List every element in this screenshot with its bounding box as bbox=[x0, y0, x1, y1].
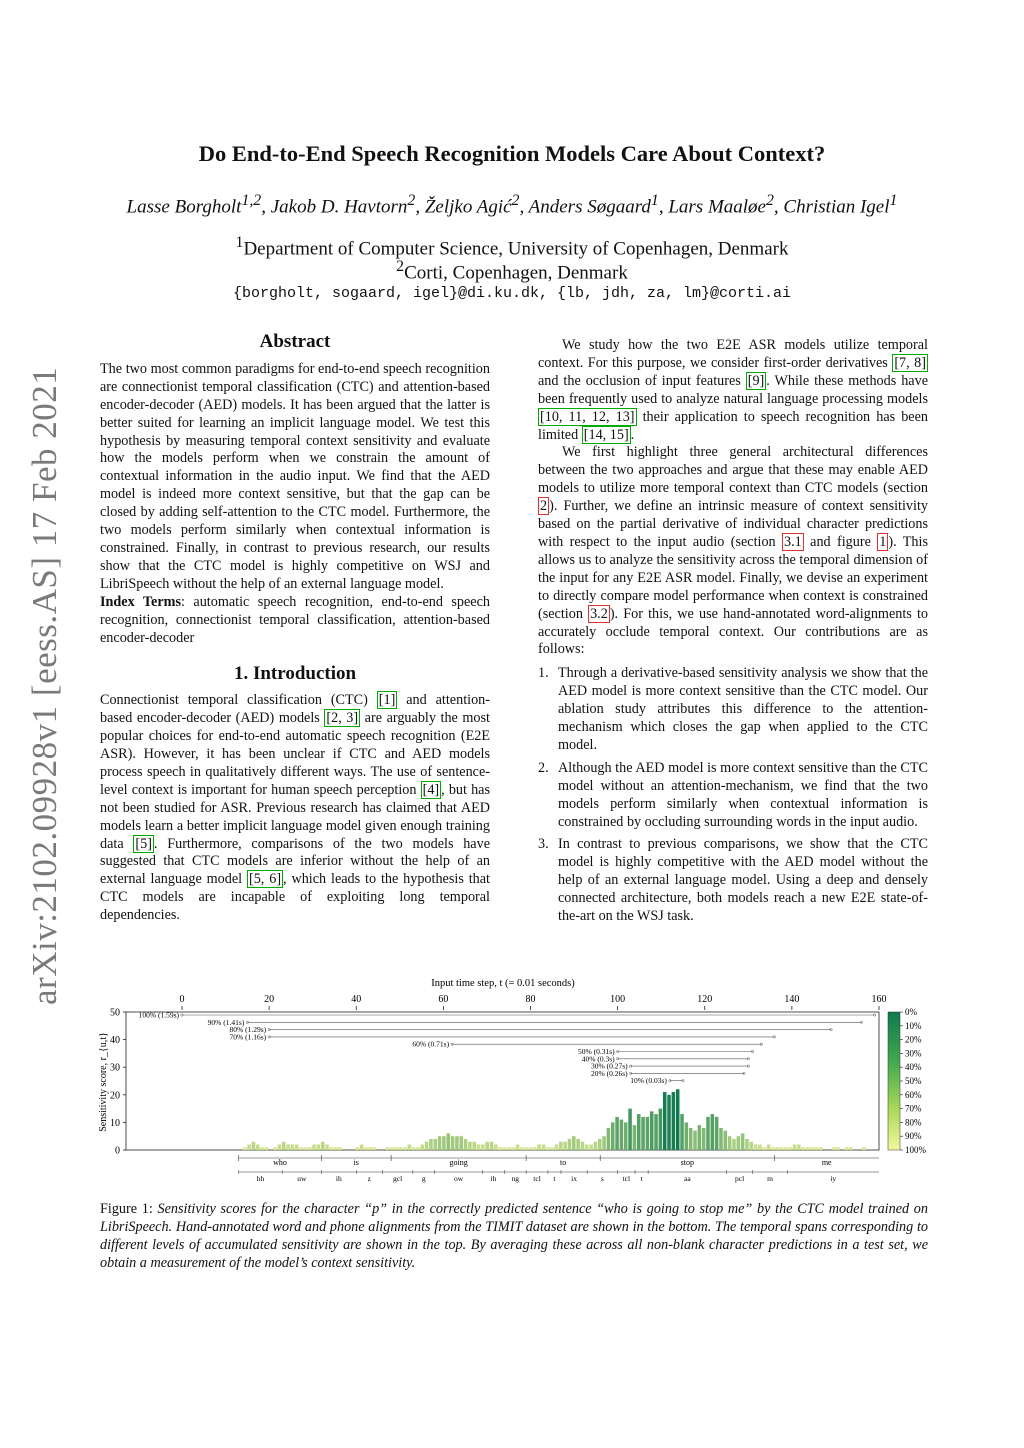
bar bbox=[477, 1144, 481, 1150]
bar bbox=[503, 1147, 507, 1150]
bar bbox=[364, 1147, 368, 1150]
colorbar-label: 0% bbox=[905, 1007, 917, 1017]
arxiv-side-banner: arXiv:2102.09928v1 [eess.AS] 17 Feb 2021 bbox=[25, 366, 64, 1005]
bar bbox=[412, 1147, 416, 1150]
top-tick-label: 60 bbox=[438, 994, 449, 1005]
bar bbox=[576, 1139, 580, 1150]
bar bbox=[498, 1147, 502, 1150]
bar bbox=[308, 1147, 312, 1150]
citation-link[interactable]: [5, 6] bbox=[248, 871, 282, 888]
bar bbox=[494, 1144, 498, 1150]
intro-heading: 1. Introduction bbox=[233, 663, 357, 685]
bar bbox=[832, 1147, 836, 1150]
bar bbox=[819, 1147, 823, 1150]
list-item: 3. In contrast to previous comparisons, we show that the CTC model is highly competitive with the AED model without the help of an external language model. Using a deep and densely connected architecture, both models reach a new E2E state-of-the-art on the WSJ task. bbox=[538, 836, 928, 925]
bar bbox=[546, 1147, 550, 1150]
bar bbox=[550, 1147, 554, 1150]
word-label: stop bbox=[680, 1158, 694, 1167]
alignment-track bbox=[239, 1155, 879, 1183]
word-label: is bbox=[353, 1158, 359, 1167]
citation-link[interactable]: [1] bbox=[378, 692, 396, 709]
bar bbox=[672, 1092, 676, 1150]
bar bbox=[282, 1142, 286, 1150]
bar bbox=[784, 1147, 788, 1150]
colorbar-label: 50% bbox=[905, 1076, 922, 1086]
sensitivity-figure bbox=[95, 972, 945, 1192]
bar bbox=[763, 1147, 767, 1150]
section-link[interactable]: 3.2 bbox=[590, 605, 608, 622]
bar bbox=[637, 1114, 641, 1150]
bar bbox=[598, 1139, 602, 1150]
phone-label: uw bbox=[297, 1174, 307, 1183]
phone-label: tcl bbox=[533, 1174, 541, 1183]
bar bbox=[472, 1142, 476, 1150]
section-link[interactable]: 2 bbox=[540, 498, 548, 515]
y-tick-label: 10 bbox=[110, 1117, 120, 1129]
top-tick-label: 140 bbox=[784, 994, 800, 1005]
bar bbox=[386, 1147, 390, 1150]
top-tick-label: 100 bbox=[610, 994, 626, 1005]
bar bbox=[421, 1144, 425, 1150]
top-tick-label: 20 bbox=[264, 994, 275, 1005]
colorbar-label: 20% bbox=[905, 1034, 922, 1045]
word-label: to bbox=[560, 1158, 567, 1167]
index-terms: Index Terms: automatic speech recognition, end-to-end speech recognition, connectionist temporal classification, attention-based encoder-decoder bbox=[100, 593, 490, 646]
bar bbox=[745, 1139, 749, 1150]
bar bbox=[395, 1147, 399, 1150]
bar bbox=[481, 1144, 485, 1150]
bar bbox=[451, 1136, 455, 1150]
section-link[interactable]: 3.1 bbox=[784, 533, 802, 550]
bar bbox=[433, 1139, 437, 1150]
bar bbox=[520, 1147, 524, 1150]
bar bbox=[836, 1147, 840, 1150]
abstract-heading: Abstract bbox=[259, 331, 331, 352]
bar bbox=[641, 1117, 645, 1150]
top-tick-label: 160 bbox=[871, 994, 887, 1005]
bar bbox=[611, 1122, 615, 1150]
bar bbox=[667, 1095, 671, 1150]
phone-label: tcl bbox=[622, 1174, 631, 1183]
bar bbox=[814, 1147, 818, 1150]
bar bbox=[265, 1147, 269, 1150]
bar bbox=[529, 1147, 533, 1150]
bar bbox=[685, 1122, 689, 1150]
list-item: 1. Through a derivative-based sensitivity analysis we show that the AED model is more context sensitive than the CTC model. Our ablation study attributes this difference to the attention-mechanism which closes the gap when applied to the CTC model. bbox=[538, 665, 928, 753]
bar bbox=[325, 1144, 329, 1150]
body-paragraph: We first highlight three general architectural differences between the two approaches and argue that these may enable AED models to utilize more temporal context than CTC models (section 2 ). Further, we define an intrinsic measure of context sensitivity based on the partial derivative of individual character predictions with respect to the input audio (section 3.1 and figure 1 ). This allows us to analyze the sensitivity across the temporal dimension of the input for any E2E ASR model. Finally, we devise an experiment to directly compare model performance when context is constrained (section 3.2 ). For this, we use hand-annotated word-alignments to accurately occlude temporal context. Our contributions are as follows: bbox=[538, 444, 929, 658]
bar bbox=[680, 1114, 684, 1150]
bar bbox=[555, 1144, 559, 1150]
colorbar-label: 40% bbox=[905, 1062, 922, 1073]
top-tick-label: 0 bbox=[179, 994, 185, 1005]
bar bbox=[659, 1109, 663, 1150]
y-tick-label: 50 bbox=[110, 1007, 120, 1019]
bar bbox=[247, 1144, 251, 1150]
author-name: Jakob D. Havtorn bbox=[270, 196, 408, 218]
y-tick-label: 40 bbox=[110, 1035, 120, 1047]
bar bbox=[728, 1136, 732, 1150]
colorbar bbox=[888, 1007, 927, 1155]
bar bbox=[594, 1142, 598, 1150]
phone-label: ng bbox=[511, 1174, 520, 1183]
phone-label: hh bbox=[256, 1174, 265, 1183]
bar bbox=[516, 1144, 520, 1150]
bar bbox=[317, 1144, 321, 1150]
bar bbox=[750, 1142, 754, 1150]
bar bbox=[607, 1128, 611, 1150]
bar bbox=[845, 1147, 849, 1150]
author-list: Lasse Borgholt$^{1,2}$, Jakob D. Havtorn$^2$, Željko Agić$^2$, Anders Søgaard$^1$, Lars Maaløe$^2$, Christian Igel$^1$ bbox=[126, 192, 898, 218]
bar bbox=[633, 1125, 637, 1150]
bar bbox=[438, 1136, 442, 1150]
bar bbox=[446, 1133, 450, 1150]
bar bbox=[256, 1144, 260, 1150]
phone-label: s bbox=[600, 1174, 604, 1183]
figure-caption: Figure 1: Sensitivity scores for the character “p” in the correctly predicted sentence “who is going to stop me” by the CTC model trained on LibriSpeech. Hand-annotated word and phone alignments from the TIMIT dataset are shown in the bottom. The temporal spans corresponding to different levels of accumulated sensitivity are shown in the top. By averaging these across all non-blank character predictions in a test set, we obtain a measurement of the model’s context sensitivity. bbox=[100, 1201, 928, 1271]
colorbar-label: 60% bbox=[905, 1089, 922, 1100]
phone-label: ow bbox=[454, 1174, 464, 1183]
colorbar-label: 100% bbox=[905, 1145, 926, 1155]
colorbar-label: 10% bbox=[905, 1020, 922, 1031]
bar bbox=[542, 1144, 546, 1150]
bar bbox=[702, 1128, 706, 1150]
bars bbox=[243, 1089, 866, 1150]
bar bbox=[628, 1109, 632, 1150]
phone-label: t bbox=[640, 1174, 643, 1183]
bar bbox=[741, 1133, 745, 1150]
colorbar-label: 70% bbox=[905, 1103, 922, 1114]
bar bbox=[693, 1131, 697, 1150]
y-tick-label: 30 bbox=[110, 1062, 120, 1074]
bar bbox=[338, 1147, 342, 1150]
affiliation-1: $^1$Department of Computer Science, University of Copenhagen, Denmark bbox=[235, 234, 789, 260]
bar bbox=[602, 1136, 606, 1150]
phone-label: ih bbox=[490, 1174, 497, 1183]
bar bbox=[286, 1144, 290, 1150]
bar bbox=[581, 1142, 585, 1150]
author-name: Lasse Borgholt bbox=[126, 196, 242, 218]
phone-label: gcl bbox=[393, 1174, 403, 1183]
phone-label: m bbox=[767, 1174, 774, 1183]
author-name: Željko Agić bbox=[424, 196, 512, 218]
y-tick-label: 20 bbox=[110, 1090, 120, 1102]
abstract-text: The two most common paradigms for end-to-end speech recognition are connectionist temporal classification (CTC) and attention-based encoder-decoder (AED) models. It has been argued that the latter is better suited for learning an implicit language model. We test this hypothesis by measuring temporal context sensitivity and evaluate how the models perform when we constrain the amount of contextual information in the audio input. We find that the AED model is indeed more context sensitive, but that the gap can be closed by adding self-attention to the CTC model. Furthermore, the two models perform similarly when contextual information is constrained. Finally, in contrast to previous research, our results show that the CTC model is highly competitive on WSJ and LibriSpeech without the help of an external language model. bbox=[100, 360, 490, 592]
phone-label: ix bbox=[571, 1174, 577, 1183]
bar bbox=[511, 1147, 515, 1150]
bar bbox=[243, 1147, 247, 1150]
bar bbox=[416, 1147, 420, 1150]
bar bbox=[373, 1147, 377, 1150]
bar bbox=[732, 1139, 736, 1150]
span-label: 50% (0.31s) bbox=[577, 1047, 615, 1056]
bar bbox=[295, 1144, 299, 1150]
bar bbox=[810, 1147, 814, 1150]
bar bbox=[507, 1147, 511, 1150]
bar bbox=[719, 1128, 723, 1150]
bar bbox=[321, 1142, 325, 1150]
bar bbox=[715, 1117, 719, 1150]
intro-paragraph: Connectionist temporal classification (CTC) [1] and attention-based encoder-decoder (AED) models [2, 3] are arguably the most popular choices for end-to-end automatic speech recognition (E2E ASR). However, it has been unclear if CTC and AED models process speech in qualitatively different ways. The use of sentence-level context is important for human speech perception [4] , but has not been studied for ASR. Previous research has claimed that AED models learn a better implicit language model given enough training data [5] . Furthermore, comparisons of the two models have suggested that CTC models are inferior without the help of an external language model [5, 6] , which leads to the hypothesis that CTC models are incapable of exploiting long temporal dependencies. bbox=[100, 692, 490, 924]
colorbar-label: 30% bbox=[905, 1048, 922, 1059]
y-axis-ticks bbox=[110, 1008, 126, 1157]
list-item: 2. Although the AED model is more context sensitive than the CTC model without an attention-mechanism, we find that the two models perform similarly when contextual information is constrained by occluding surrounding words in the input audio. bbox=[538, 759, 928, 830]
bar bbox=[455, 1136, 459, 1150]
bar bbox=[663, 1092, 667, 1150]
author-name: Lars Maaløe bbox=[668, 196, 766, 218]
phone-label: iy bbox=[830, 1174, 837, 1183]
bar bbox=[767, 1144, 771, 1150]
bar bbox=[468, 1142, 472, 1150]
bar bbox=[689, 1128, 693, 1150]
bar bbox=[758, 1144, 762, 1150]
paper-title: Do End-to-End Speech Recognition Models Care About Context? bbox=[198, 141, 826, 166]
span-label: 100% (1.59s) bbox=[138, 1010, 179, 1020]
body-paragraph: We study how the two E2E ASR models utilize temporal context. For this purpose, we consider first-order derivatives [7, 8] and the occlusion of input features [9] . While these methods have been frequently used to analyze natural language processing models [10, 11, 12, 13] their application to speech recognition has been limited [14, 15] . bbox=[538, 337, 928, 443]
bar bbox=[304, 1147, 308, 1150]
bar bbox=[788, 1147, 792, 1150]
bar bbox=[797, 1144, 801, 1150]
bar bbox=[711, 1114, 715, 1150]
word-label: me bbox=[821, 1158, 832, 1167]
citation-link[interactable]: [7, 8] bbox=[894, 354, 926, 371]
bar bbox=[399, 1147, 403, 1150]
bar bbox=[490, 1142, 494, 1150]
bar bbox=[801, 1147, 805, 1150]
sensitivity-spans bbox=[139, 1011, 876, 1086]
bar bbox=[620, 1120, 624, 1150]
bar bbox=[775, 1147, 779, 1150]
bar bbox=[334, 1147, 338, 1150]
citation-link[interactable]: [2, 3] bbox=[326, 710, 359, 727]
y-axis-label: Sensitivity score, r_{u,t} bbox=[98, 1032, 109, 1132]
citation-link[interactable]: [4] bbox=[422, 781, 440, 798]
left-column bbox=[100, 333, 490, 925]
bar bbox=[624, 1122, 628, 1150]
top-axis-label: Input time step, t (= 0.01 seconds) bbox=[431, 978, 575, 989]
citation-link[interactable]: [10, 11, 12, 13] bbox=[540, 408, 635, 425]
citation-link[interactable]: [5] bbox=[135, 835, 152, 852]
colorbar-label: 90% bbox=[905, 1131, 922, 1142]
bar bbox=[533, 1147, 537, 1150]
top-tick-label: 40 bbox=[351, 994, 362, 1005]
colorbar-label: 80% bbox=[905, 1117, 922, 1128]
y-tick-label: 0 bbox=[115, 1145, 120, 1157]
bar bbox=[485, 1142, 489, 1150]
top-tick-label: 80 bbox=[525, 994, 536, 1005]
bar bbox=[737, 1136, 741, 1150]
bar bbox=[559, 1142, 563, 1150]
word-label: who bbox=[273, 1158, 287, 1167]
bar bbox=[291, 1144, 295, 1150]
author-emails: {borgholt, sogaard, igel}@di.ku.dk, {lb, jdh, za, lm}@corti.ai bbox=[232, 285, 792, 302]
bar bbox=[252, 1142, 256, 1150]
bar bbox=[585, 1144, 589, 1150]
bar bbox=[369, 1147, 373, 1150]
bar bbox=[676, 1089, 680, 1150]
bar bbox=[793, 1144, 797, 1150]
bar bbox=[408, 1144, 412, 1150]
phone-label: aa bbox=[683, 1174, 691, 1183]
bar bbox=[654, 1114, 658, 1150]
bar bbox=[568, 1139, 572, 1150]
phone-label: z bbox=[367, 1174, 371, 1183]
bar bbox=[278, 1144, 282, 1150]
bar bbox=[260, 1147, 264, 1150]
citation-link[interactable]: [14, 15] bbox=[583, 426, 629, 443]
author-name: Anders Søgaard bbox=[528, 196, 651, 218]
bar bbox=[806, 1147, 810, 1150]
phone-label: g bbox=[421, 1174, 426, 1183]
span-label: 60% (0.71s) bbox=[412, 1039, 450, 1049]
bar bbox=[524, 1147, 528, 1150]
bar bbox=[356, 1147, 360, 1150]
span-label: 90% (1.41s) bbox=[207, 1017, 245, 1027]
bar bbox=[360, 1144, 364, 1150]
bar bbox=[862, 1147, 866, 1150]
bar bbox=[464, 1139, 468, 1150]
bar bbox=[646, 1117, 650, 1150]
bar bbox=[754, 1144, 758, 1150]
bar bbox=[698, 1125, 702, 1150]
bar bbox=[771, 1147, 775, 1150]
bar bbox=[390, 1147, 394, 1150]
span-label: 20% (0.26s) bbox=[591, 1068, 628, 1078]
bar bbox=[537, 1144, 541, 1150]
bar bbox=[572, 1136, 576, 1150]
phone-label: pcl bbox=[735, 1174, 745, 1183]
top-tick-label: 120 bbox=[697, 994, 713, 1005]
span-label: 40% (0.3s) bbox=[581, 1054, 615, 1064]
bar bbox=[299, 1147, 303, 1150]
bar bbox=[273, 1147, 277, 1150]
phone-label: ih bbox=[335, 1174, 342, 1183]
right-column bbox=[538, 337, 928, 931]
bar bbox=[650, 1111, 654, 1150]
bar bbox=[330, 1147, 334, 1150]
phone-label: t bbox=[553, 1174, 556, 1183]
span-label: 70% (1.16s) bbox=[229, 1032, 267, 1042]
bar bbox=[615, 1117, 619, 1150]
bar bbox=[425, 1142, 429, 1150]
bar bbox=[849, 1147, 853, 1150]
bar bbox=[563, 1142, 567, 1150]
affiliation-2: $^2$Corti, Copenhagen, Denmark bbox=[396, 258, 628, 284]
word-label: going bbox=[449, 1158, 468, 1167]
bar bbox=[724, 1131, 728, 1150]
citation-link[interactable]: [9] bbox=[747, 372, 765, 389]
figure-link[interactable]: 1 bbox=[879, 533, 887, 550]
bar bbox=[459, 1136, 463, 1150]
span-label: 10% (0.03s) bbox=[630, 1076, 667, 1086]
top-axis-ticks bbox=[180, 994, 887, 1010]
contributions-list bbox=[538, 665, 928, 926]
bar bbox=[442, 1136, 446, 1150]
bar bbox=[589, 1144, 593, 1150]
author-name: Christian Igel bbox=[783, 196, 890, 218]
bar bbox=[312, 1144, 316, 1150]
span-label: 80% (1.29s) bbox=[229, 1025, 267, 1035]
bar bbox=[429, 1139, 433, 1150]
bar bbox=[403, 1147, 407, 1150]
bar bbox=[706, 1117, 710, 1150]
span-label: 30% (0.27s) bbox=[591, 1061, 628, 1071]
bar bbox=[780, 1147, 784, 1150]
